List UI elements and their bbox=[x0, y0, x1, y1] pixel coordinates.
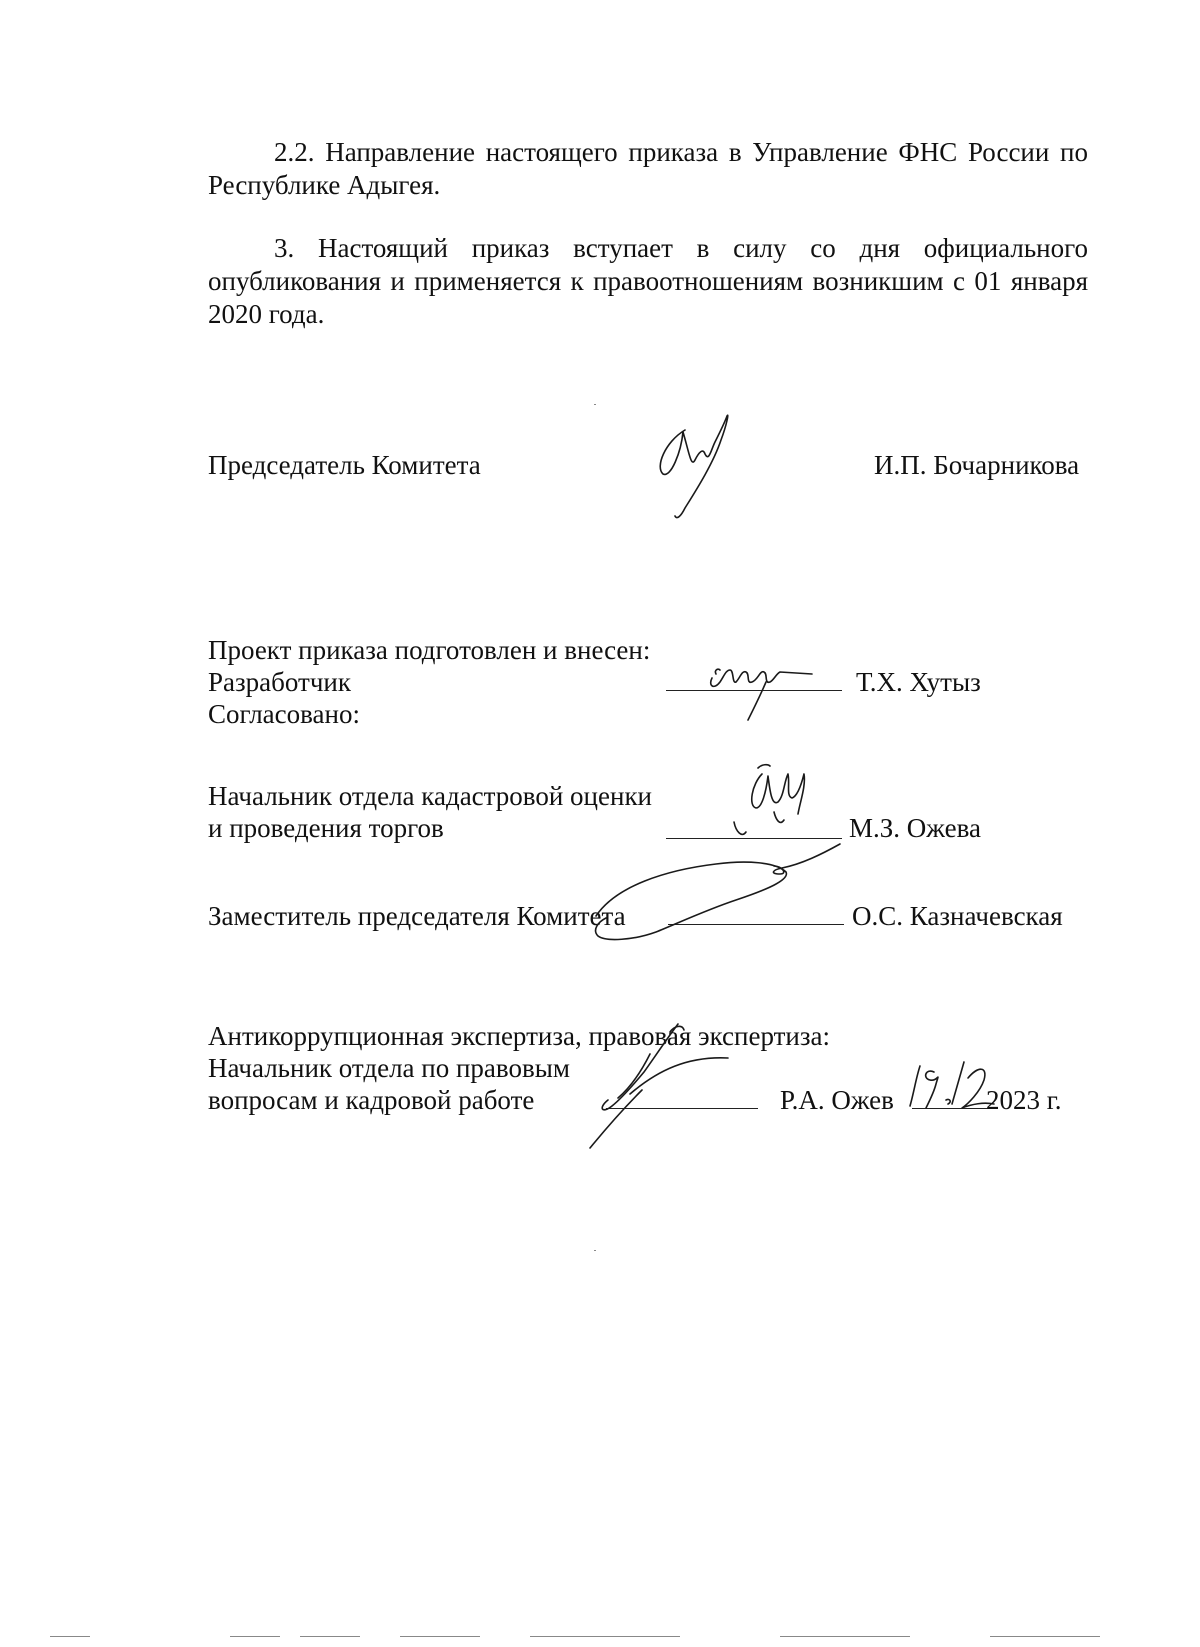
scan-edge-mark bbox=[530, 1636, 680, 1637]
paragraph-2-2 bbox=[208, 136, 1088, 202]
chairman-signature bbox=[655, 412, 735, 527]
scan-edge-mark bbox=[990, 1636, 1100, 1637]
developer-name: Т.Х. Хутыз bbox=[856, 667, 981, 697]
handwritten-date bbox=[906, 1052, 996, 1112]
deputy-name: О.С. Казначевская bbox=[852, 901, 1063, 931]
head-legal-name: Р.А. Ожев bbox=[780, 1085, 894, 1115]
head-legal-title-line-1: Начальник отдела по правовым bbox=[208, 1053, 570, 1083]
paragraph-3-line-3: 2020 года. bbox=[208, 299, 325, 329]
paragraph-3-line-2: опубликования и применяется к правоотношениям возникшим с 01 января bbox=[208, 266, 1088, 296]
scan-edge-mark bbox=[400, 1636, 480, 1637]
chairman-title: Председатель Комитета bbox=[208, 450, 481, 480]
scan-edge-mark bbox=[50, 1636, 90, 1637]
deputy-signature bbox=[576, 852, 816, 942]
head-legal-signature bbox=[578, 1014, 758, 1154]
scan-edge-mark bbox=[230, 1636, 280, 1637]
head-legal-title-line-2: вопросам и кадровой работе bbox=[208, 1085, 535, 1115]
expertise-heading: Антикоррупционная экспертиза, правовая экспертиза: bbox=[208, 1021, 831, 1051]
scan-mark bbox=[594, 404, 596, 405]
date-suffix: 2023 г. bbox=[986, 1085, 1062, 1115]
head-cadastral-title-line-2: и проведения торгов bbox=[208, 813, 444, 843]
agreed-label: Согласовано: bbox=[208, 699, 360, 729]
developer-signature bbox=[700, 652, 820, 722]
head-cadastral-title-line-1: Начальник отдела кадастровой оценки bbox=[208, 781, 653, 811]
scan-edge-mark bbox=[300, 1636, 360, 1637]
scan-mark bbox=[594, 1250, 596, 1251]
scan-edge-mark bbox=[780, 1636, 910, 1637]
project-prepared-label: Проект приказа подготовлен и внесен: bbox=[208, 635, 651, 665]
developer-title: Разработчик bbox=[208, 667, 351, 697]
paragraph-3-line-1: 3. Настоящий приказ вступает в силу со дня официального bbox=[274, 233, 1088, 263]
head-cadastral-name: М.З. Ожева bbox=[849, 813, 981, 843]
paragraph-2-2-line-1: 2.2. Направление настоящего приказа в Управление ФНС России по bbox=[274, 137, 1088, 167]
chairman-name: И.П. Бочарникова bbox=[874, 450, 1080, 480]
paragraph-3 bbox=[208, 232, 1088, 331]
deputy-title: Заместитель председателя Комитета bbox=[208, 901, 626, 931]
paragraph-2-2-line-2: Республике Адыгея. bbox=[208, 170, 441, 200]
